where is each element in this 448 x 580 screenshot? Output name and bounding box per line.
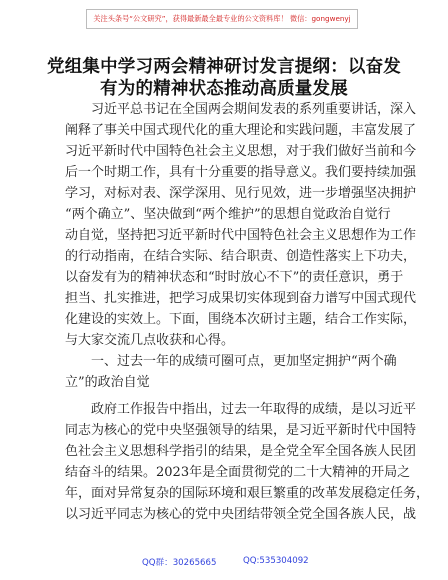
body-line: 习近平新时代中国特色社会主义思想，对于我们做好当前和今: [65, 144, 417, 159]
footer-qq-group: QQ群：30265665: [142, 558, 217, 568]
footer-qq: QQ:535304092: [243, 556, 309, 566]
body-line: 习近平总书记在全国两会期间发表的系列重要讲话，深入: [91, 102, 417, 117]
body-line: 结奋斗的结果。2023年是全面贯彻党的二十大精神的开局之: [65, 465, 411, 480]
body-line: 后一个时期工作，具有十分重要的指导意义。我们要持续加强: [65, 165, 417, 180]
body-line: 学习，对标对表、深学深用、见行见效，进一步增强坚决拥护: [65, 186, 417, 201]
header-notice-box: [86, 9, 358, 29]
header-notice-text: 关注头条号“公文研究”，获得最新最全最专业的公文资料库！ 微信：gongwenyj: [93, 14, 351, 23]
body-line: 年，面对异常复杂的国际环境和艰巨繁重的改革发展稳定任务，: [65, 486, 430, 501]
body-line: 以奋发有为的精神状态和“时时放心不下”的责任意识，勇于: [65, 270, 404, 285]
footer-contact: [0, 556, 448, 570]
document-title-line-1: 党组集中学习两会精神研讨发言提纲：以奋发: [47, 57, 401, 77]
body-line: 化建设的实效上。下面，围绕本次研讨主题，结合工作实际，: [65, 312, 417, 327]
section-heading-line: 一、过去一年的成绩可圈可点，更加坚定拥护“两个确: [91, 354, 397, 369]
body-line: 同志为核心的党中央坚强领导的结果，是习近平新时代中国特: [65, 423, 417, 438]
body-line: 色社会主义思想科学指引的结果，是全党全军全国各族人民团: [65, 444, 417, 459]
body-line: 的行动指南，在结合实际、结合职责、创造性落实上下功夫，: [65, 249, 417, 264]
body-line: 以习近平同志为核心的党中央团结带领全党全国各族人民，战: [65, 507, 417, 522]
body-line: 担当、扎实推进，把学习成果切实体现到奋力谱写中国式现代: [65, 291, 417, 306]
section-heading-line: 立”的政治自觉: [65, 375, 150, 390]
body-line: 政府工作报告中指出，过去一年取得的成绩，是以习近平: [91, 402, 417, 417]
body-line: “两个确立”、坚决做到“两个维护”的思想自觉政治自觉行: [65, 207, 391, 222]
document-title-line-2: 有为的精神状态推动高质量发展: [100, 79, 348, 99]
body-line: 与大家交流几点收获和心得。: [65, 333, 235, 348]
body-line: 阐释了事关中国式现代化的重大理论和实践问题，丰富发展了: [65, 123, 417, 138]
body-line: 动自觉，坚持把习近平新时代中国特色社会主义思想作为工作: [65, 228, 417, 243]
